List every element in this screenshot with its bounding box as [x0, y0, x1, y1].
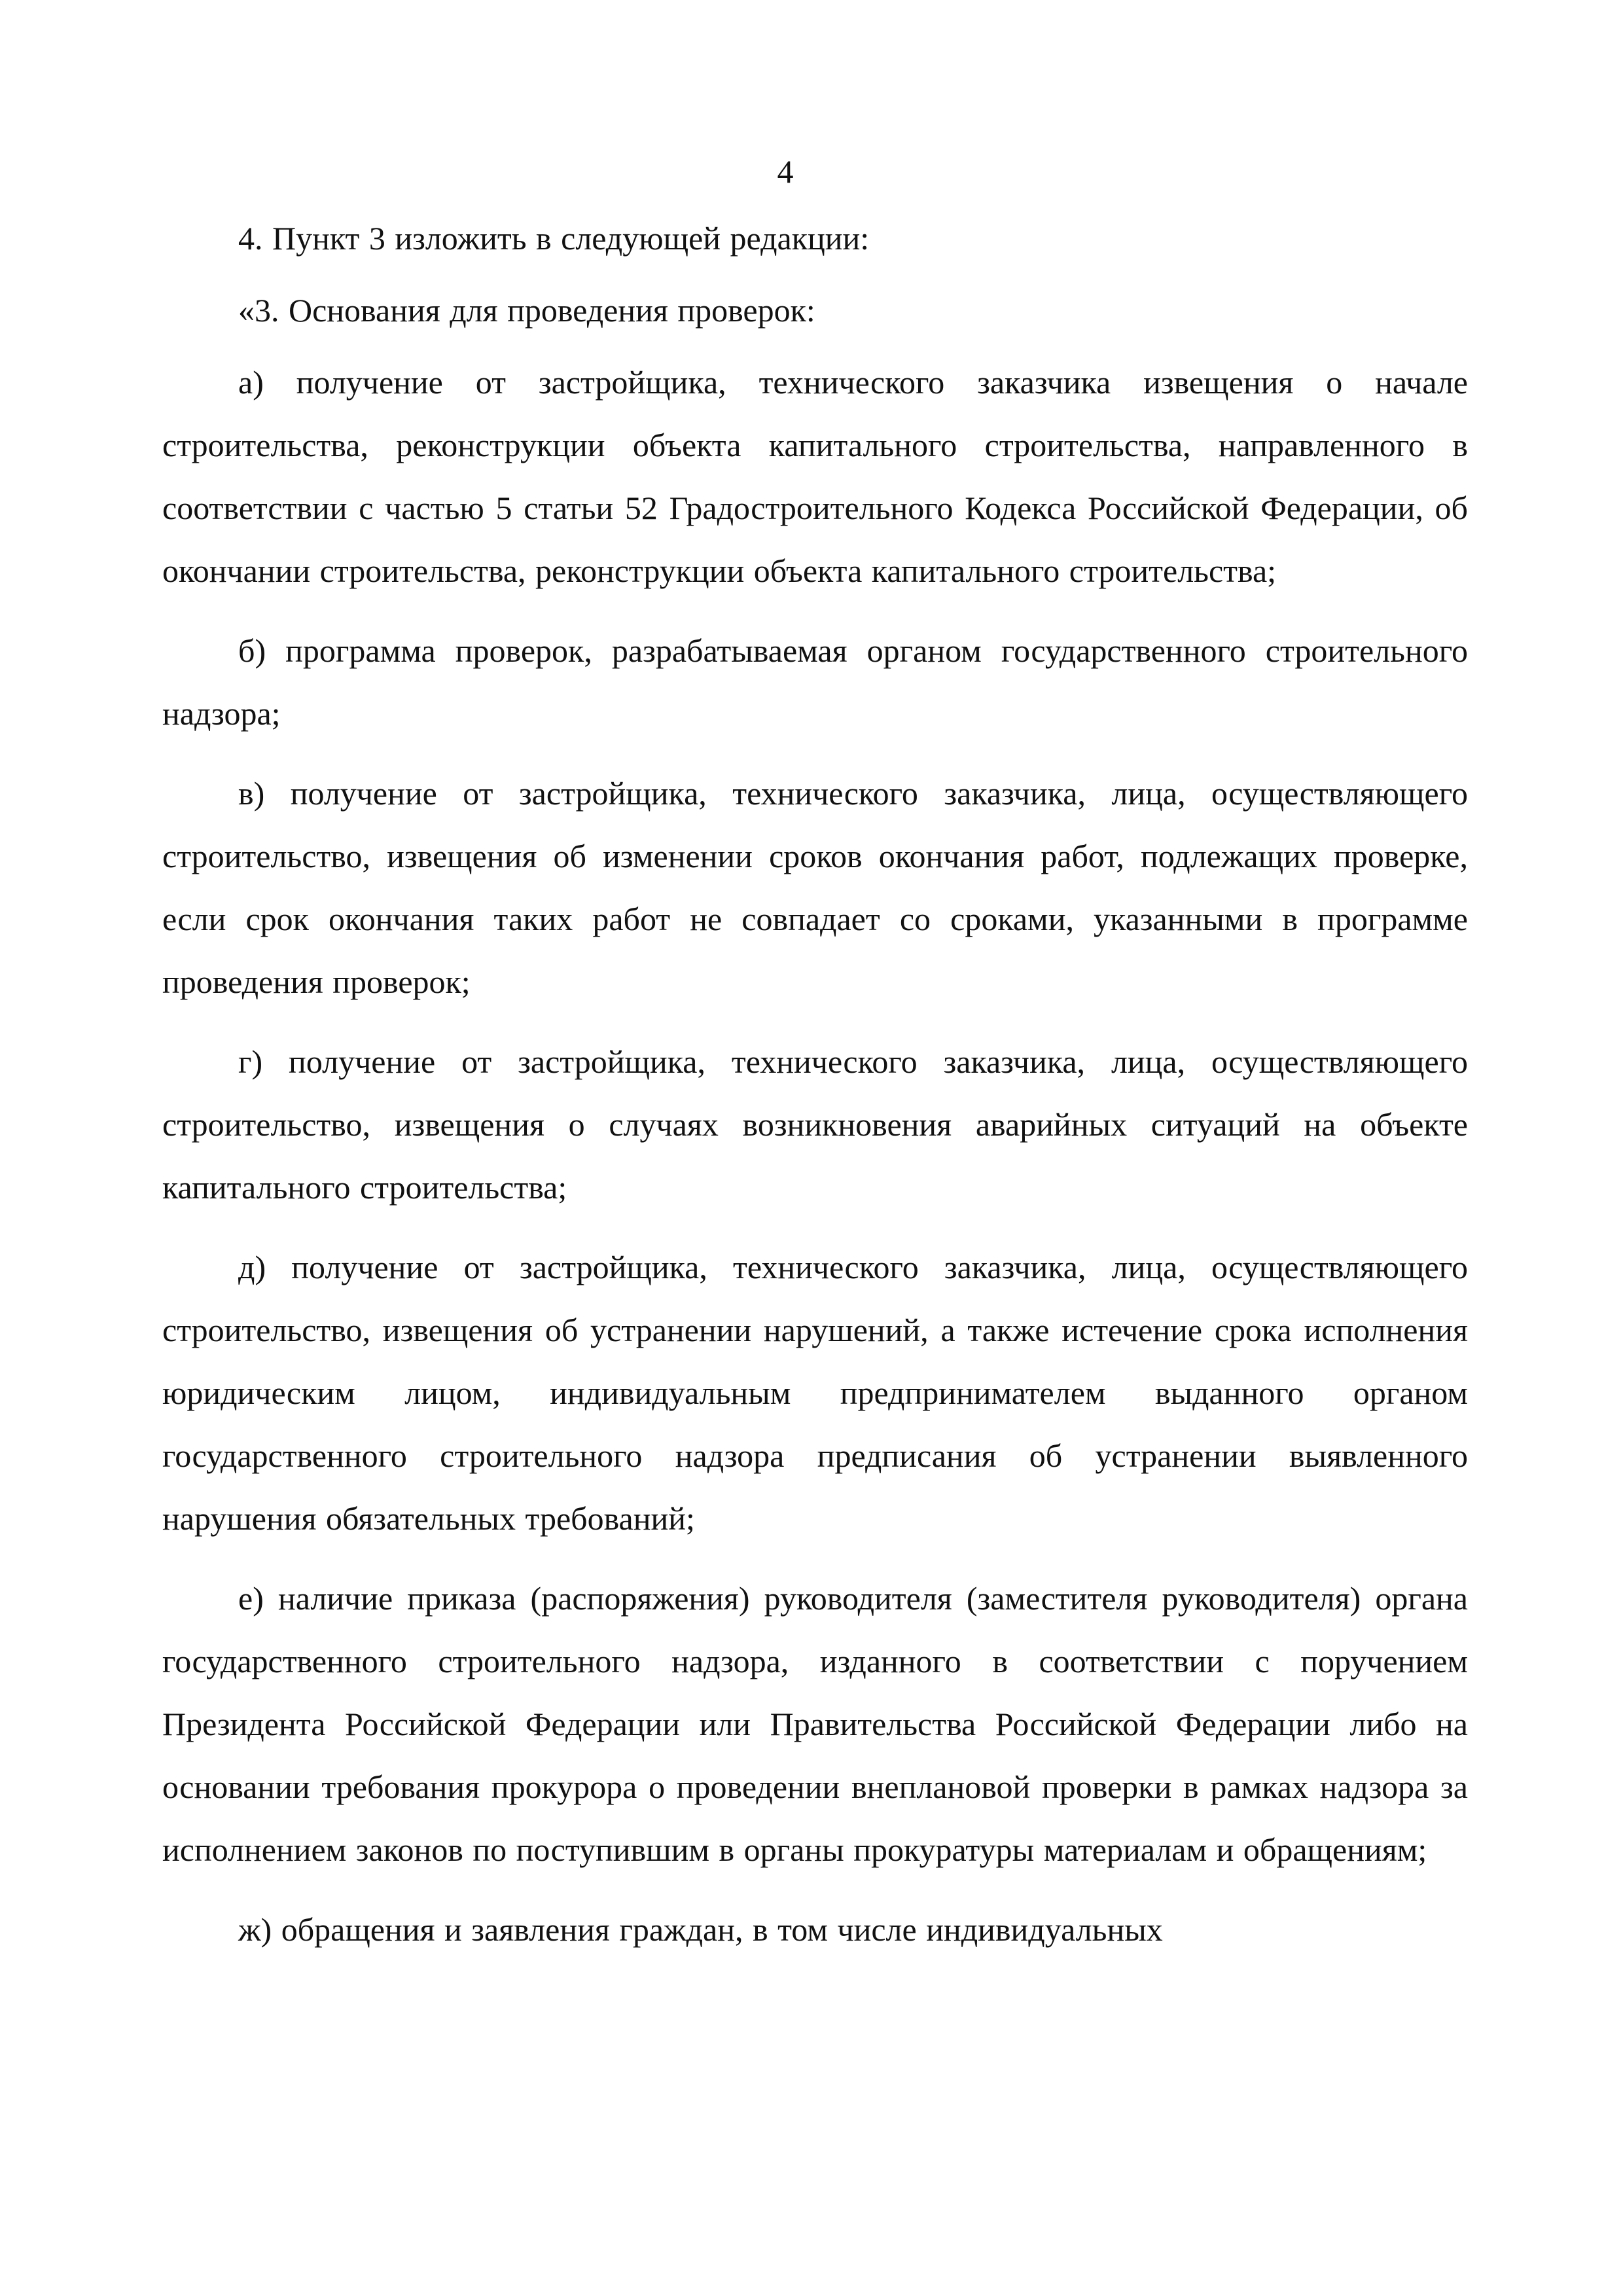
page-number: 4 — [777, 153, 794, 190]
paragraph-subitem-b: б) программа проверок, разрабатываемая органом государственного строительного надзора; — [162, 632, 1468, 732]
paragraph-subitem-a: а) получение от застройщика, технического заказчика извещения о начале строительства, реконструкции объекта капитального строительства, направленного в соответствии с частью 5 статьи 52 Градостроительного Кодекса Российской Федерации, об окончании строительства, реконструкции объекта капитального строительства; — [162, 364, 1468, 589]
paragraph-subitem-v: в) получение от застройщика, технического заказчика, лица, осуществляющего строительство, извещения об изменении сроков окончания работ, подлежащих проверке, если срок окончания таких работ не совпадает со сроками, указанными в программе проведения проверок; — [162, 775, 1468, 1000]
document-body — [162, 207, 1468, 1978]
paragraph-subitem-zh: ж) обращения и заявления граждан, в том числе индивидуальных — [238, 1911, 1163, 1948]
paragraph-subitem-g: г) получение от застройщика, технического заказчика, лица, осуществляющего строительство, извещения о случаях возникновения аварийных ситуаций на объекте капитального строительства; — [162, 1043, 1468, 1206]
paragraph-grounds-heading: «3. Основания для проведения проверок: — [238, 292, 815, 329]
paragraph-item-4: 4. Пункт 3 изложить в следующей редакции: — [238, 220, 870, 257]
paragraph-subitem-e: е) наличие приказа (распоряжения) руководителя (заместителя руководителя) органа государственного строительного надзора, изданного в соответствии с поручением Президента Российской Федерации или Правительства Российской Федерации либо на основании требования прокурора о проведении внеплановой проверки в рамках надзора за исполнением законов по поступившим в органы прокуратуры материалам и обращениям; — [162, 1580, 1468, 1868]
paragraph-subitem-d: д) получение от застройщика, технического заказчика, лица, осуществляющего строительство, извещения об устранении нарушений, а также истечение срока исполнения юридическим лицом, индивидуальным предпринимателем выданного органом государственного строительного надзора предписания об устранении выявленного нарушения обязательных требований; — [162, 1249, 1468, 1537]
